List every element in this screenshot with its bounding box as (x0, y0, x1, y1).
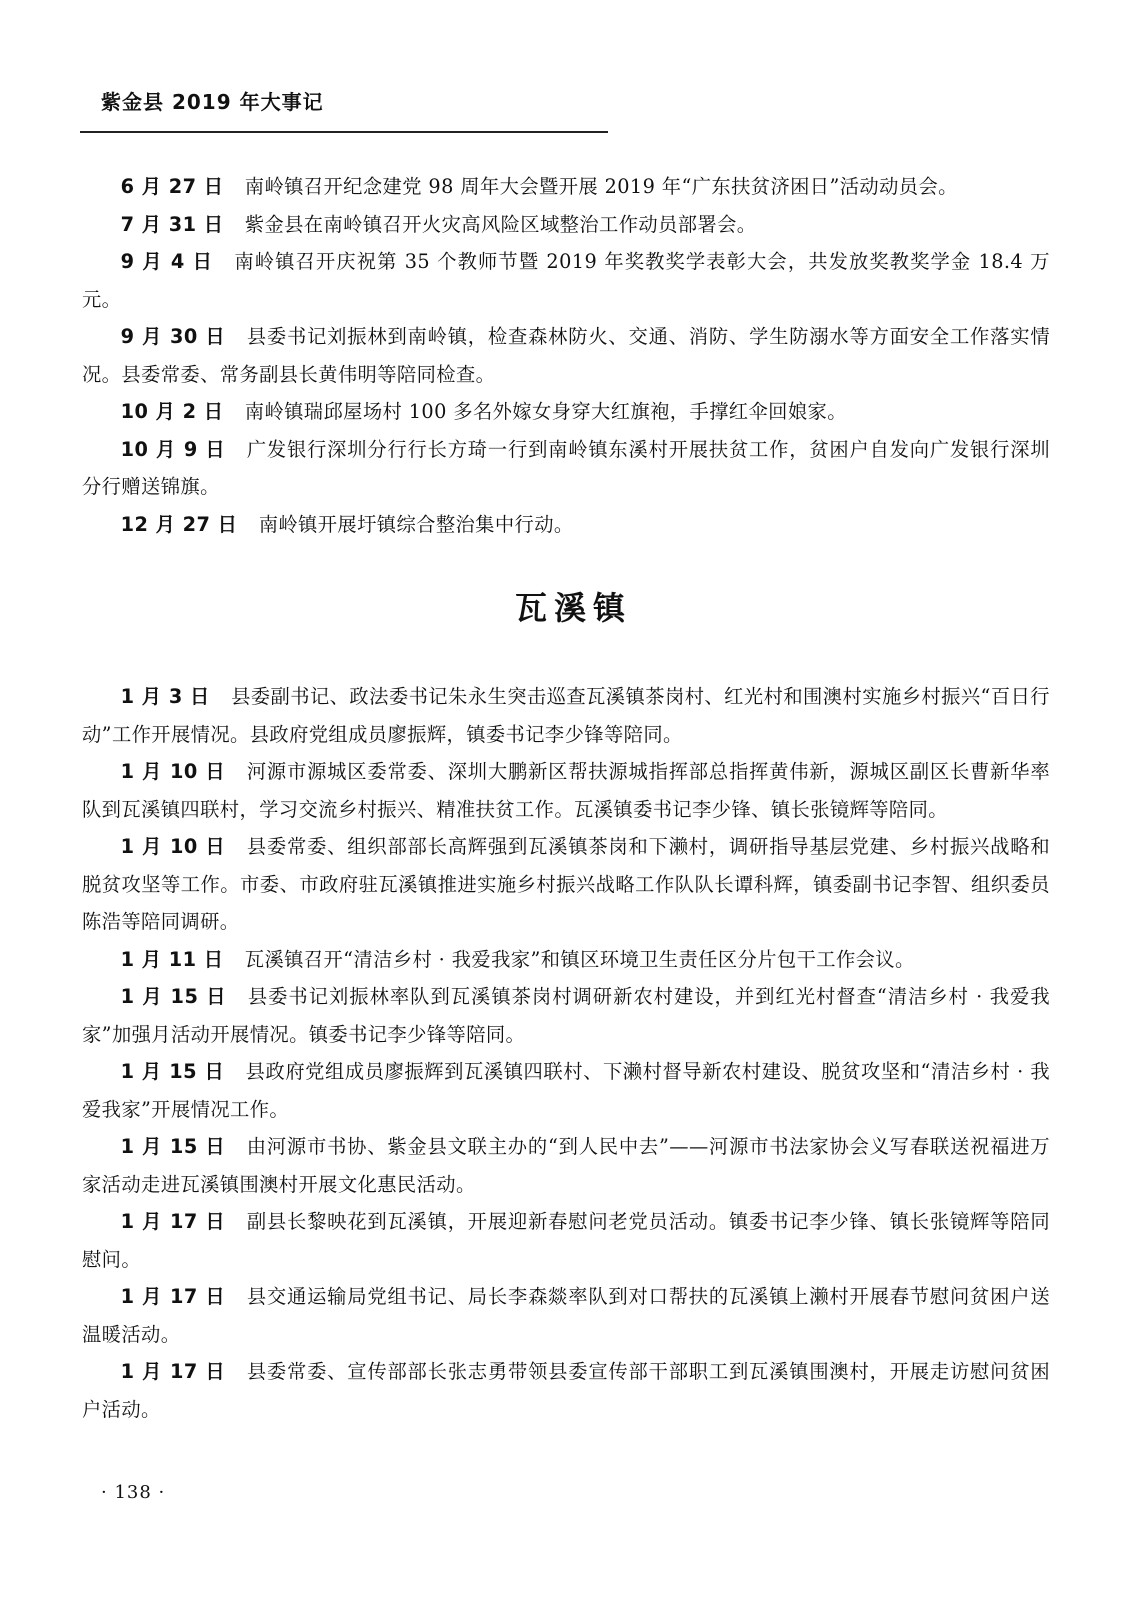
entry-text: 县政府党组成员廖振辉到瓦溪镇四联村、下濑村督导新农村建设、脱贫攻坚和“清洁乡村 · 我爱我家”开展情况工作。 (82, 1060, 1050, 1121)
entry-text: 县交通运输局党组书记、局长李森燚率队到对口帮扶的瓦溪镇上濑村开展春节慰问贫困户送温暖活动。 (82, 1285, 1050, 1346)
entry-text: 县委书记刘振林率队到瓦溪镇茶岗村调研新农村建设，并到红光村督查“清洁乡村 · 我爱我家”加强月活动开展情况。镇委书记李少锋等陪同。 (82, 985, 1050, 1046)
chronicle-entry (82, 753, 1050, 828)
entry-text: 瓦溪镇召开“清洁乡村 · 我爱我家”和镇区环境卫生责任区分片包干工作会议。 (244, 947, 915, 971)
entry-text: 南岭镇瑞邱屋场村 100 多名外嫁女身穿大红旗袍，手撑红伞回娘家。 (244, 400, 847, 423)
entry-date: 6 月 27 日 (120, 175, 224, 198)
entry-date: 1 月 15 日 (120, 1060, 225, 1083)
chronicle-entry (82, 506, 1050, 544)
chronicle-entry (82, 168, 1050, 206)
section-title: 瓦溪镇 (514, 589, 632, 627)
header-rule (80, 131, 608, 133)
chronicle-entry (82, 978, 1050, 1053)
entry-date: 1 月 17 日 (120, 1210, 226, 1233)
entry-text: 由河源市书协、紫金县文联主办的“到人民中去”——河源市书法家协会义写春联送祝福进万家活动走进瓦溪镇围澳村开展文化惠民活动。 (82, 1135, 1050, 1196)
entry-date: 1 月 17 日 (120, 1285, 226, 1308)
entry-date: 1 月 17 日 (120, 1360, 226, 1383)
entry-text: 县委常委、组织部部长高辉强到瓦溪镇茶岗和下濑村，调研指导基层党建、乡村振兴战略和脱贫攻坚等工作。市委、市政府驻瓦溪镇推进实施乡村振兴战略工作队队长谭科辉，镇委副书记李智、组织委员陈浩等陪同调研。 (82, 835, 1050, 933)
entry-text: 南岭镇召开庆祝第 35 个教师节暨 2019 年奖教奖学表彰大会，共发放奖教奖学金 18.4 万元。 (82, 250, 1050, 311)
entry-text: 县委常委、宣传部部长张志勇带领县委宣传部干部职工到瓦溪镇围澳村，开展走访慰问贫困户活动。 (82, 1360, 1050, 1421)
chronicle-entry (82, 1353, 1050, 1428)
entry-text: 紫金县在南岭镇召开火灾高风险区域整治工作动员部署会。 (244, 212, 757, 236)
chronicle-entry (82, 941, 1050, 979)
entry-text: 县委书记刘振林到南岭镇，检查森林防火、交通、消防、学生防溺水等方面安全工作落实情况。县委常委、常务副县长黄伟明等陪同检查。 (82, 325, 1050, 386)
entry-text: 河源市源城区委常委、深圳大鹏新区帮扶源城指挥部总指挥黄伟新，源城区副区长曹新华率队到瓦溪镇四联村，学习交流乡村振兴、精准扶贫工作。瓦溪镇委书记李少锋、镇长张镜辉等陪同。 (82, 760, 1050, 821)
entry-text: 县委副书记、政法委书记朱永生突击巡查瓦溪镇茶岗村、红光村和围澳村实施乡村振兴“百日行动”工作开展情况。县政府党组成员廖振辉，镇委书记李少锋等陪同。 (82, 685, 1050, 746)
entry-date: 1 月 10 日 (120, 760, 226, 783)
entry-date: 9 月 30 日 (120, 325, 226, 348)
entry-date: 9 月 4 日 (120, 250, 214, 273)
entry-text: 广发银行深圳分行行长方琦一行到南岭镇东溪村开展扶贫工作，贫困户自发向广发银行深圳分行赠送锦旗。 (82, 437, 1050, 498)
entry-date: 1 月 15 日 (120, 1135, 226, 1158)
chronicle-entry (82, 1203, 1050, 1278)
entry-date: 10 月 9 日 (120, 437, 226, 461)
entry-date: 7 月 31 日 (120, 212, 224, 236)
entries-top (82, 168, 1050, 543)
chronicle-entry (82, 1053, 1050, 1128)
entry-text: 副县长黎映花到瓦溪镇，开展迎新春慰问老党员活动。镇委书记李少锋、镇长张镜辉等陪同慰问。 (82, 1210, 1050, 1271)
entry-date: 12 月 27 日 (120, 512, 238, 536)
chronicle-entry (82, 1278, 1050, 1353)
chronicle-entry (82, 393, 1050, 431)
entry-date: 1 月 15 日 (120, 985, 227, 1008)
entry-text: 南岭镇开展圩镇综合整治集中行动。 (258, 512, 574, 536)
page-number: · 138 · (101, 1482, 166, 1503)
entry-date: 10 月 2 日 (120, 400, 224, 423)
entry-text: 南岭镇召开纪念建党 98 周年大会暨开展 2019 年“广东扶贫济困日”活动动员会。 (244, 175, 958, 198)
chronicle-entry (82, 243, 1050, 318)
running-head: 紫金县 2019 年大事记 (101, 90, 324, 114)
chronicle-entry (82, 318, 1050, 393)
chronicle-entry (82, 678, 1050, 753)
chronicle-entry (82, 431, 1050, 506)
chronicle-entry (82, 1128, 1050, 1203)
chronicle-entry (82, 828, 1050, 941)
entry-date: 1 月 10 日 (120, 835, 226, 858)
entry-date: 1 月 3 日 (120, 685, 210, 708)
chronicle-entry (82, 206, 1050, 244)
entry-date: 1 月 11 日 (120, 947, 224, 971)
entries-bottom (82, 678, 1050, 1428)
